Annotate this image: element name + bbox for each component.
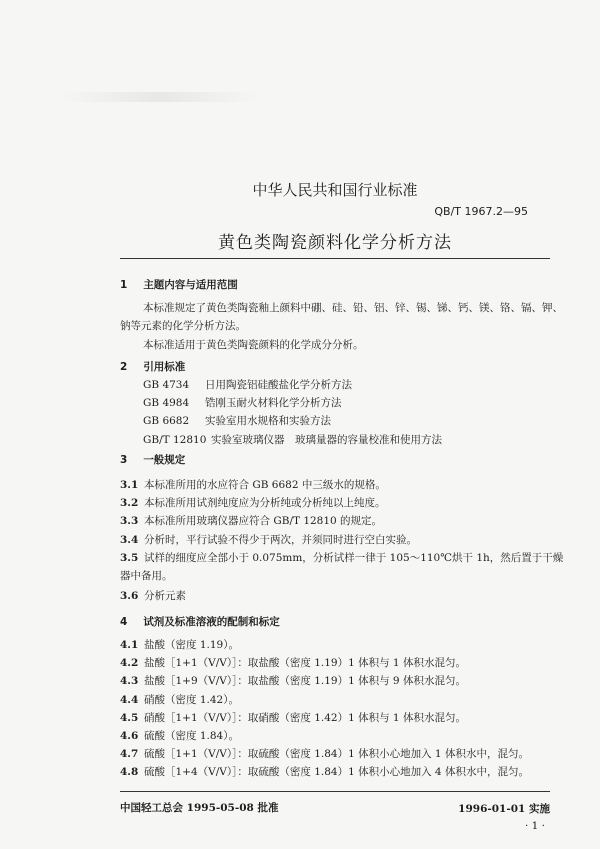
section-heading-4: 4 试剂及标准溶液的配制和标定: [120, 616, 280, 628]
clause: 4.2 盐酸［1+1（V/V）］：取盐酸（密度 1.19）1 体积与 1 体积水混匀。: [120, 657, 466, 669]
clause: 4.6 硫酸（密度 1.84）。: [120, 730, 239, 742]
scan-smudge: [60, 92, 260, 102]
clause: 4.5 硝酸［1+1（V/V）］：取硝酸（密度 1.42）1 体积与 1 体积水混匀。: [120, 712, 466, 724]
reference-item: GB 4984 锆刚玉耐火材料化学分析方法: [143, 397, 342, 409]
clause: 4.4 硝酸（密度 1.42）。: [120, 694, 239, 706]
clause: 3.6 分析元素: [120, 590, 186, 602]
paragraph: 本标准适用于黄色类陶瓷颜料的化学成分分析。: [143, 339, 364, 351]
clause: 4.1 盐酸（密度 1.19）。: [120, 639, 239, 651]
approval-note: 中国轻工总会 1995-05-08 批准: [120, 802, 279, 814]
document-title: 黄色类陶瓷颜料化学分析方法: [218, 233, 452, 253]
effective-date: 1996-01-01 实施: [458, 803, 550, 815]
section-heading-1: 1 主题内容与适用范围: [120, 279, 238, 291]
clause: 3.4 分析时，平行试验不得少于两次，并须同时进行空白实验。: [120, 534, 417, 546]
footer-rule: [120, 791, 550, 792]
page-number: · 1 ·: [524, 820, 545, 832]
section-heading-3: 3 一般规定: [120, 454, 186, 466]
standard-category: 中华人民共和国行业标准: [252, 181, 418, 199]
clause: 3.3 本标准所用玻璃仪器应符合 GB/T 12810 的规定。: [120, 515, 383, 527]
paragraph: 钠等元素的化学分析方法。: [120, 320, 246, 332]
reference-item: GB 4734 日用陶瓷铝硅酸盐化学分析方法: [143, 379, 352, 391]
reference-item: GB/T 12810 实验室玻璃仪器 玻璃量器的容量校准和使用方法: [143, 434, 442, 446]
reference-item: GB 6682 实验室用水规格和实验方法: [143, 415, 331, 427]
clause: 4.3 盐酸［1+9（V/V）］：取盐酸（密度 1.19）1 体积与 9 体积水混匀。: [120, 675, 466, 687]
clause: 4.7 硫酸［1+1（V/V）］：取硫酸（密度 1.84）1 体积小心地加入 1 体积水中，混匀。: [120, 748, 529, 760]
clause: 3.1 本标准所用的水应符合 GB 6682 中三级水的规格。: [120, 479, 386, 491]
standard-code: QB/T 1967.2—95: [434, 205, 528, 218]
clause: 4.8 硫酸［1+4（V/V）］：取硫酸（密度 1.84）1 体积小心地加入 4 体积水中，混匀。: [120, 766, 529, 778]
clause-continuation: 器中备用。: [120, 570, 173, 582]
paragraph: 本标准规定了黄色类陶瓷釉上颜料中硼、硅、铅、铝、锌、锡、锑、钙、镁、铬、镉、钾、: [143, 302, 563, 314]
clause: 3.2 本标准所用试剂纯度应为分析纯或分析纯以上纯度。: [120, 497, 386, 509]
section-heading-2: 2 引用标准: [120, 361, 186, 373]
clause: 3.5 试样的细度应全部小于 0.075mm，分析试样一律于 105～110℃烘干 1h，然后置于干燥: [120, 552, 564, 564]
header-rule: [120, 258, 550, 259]
